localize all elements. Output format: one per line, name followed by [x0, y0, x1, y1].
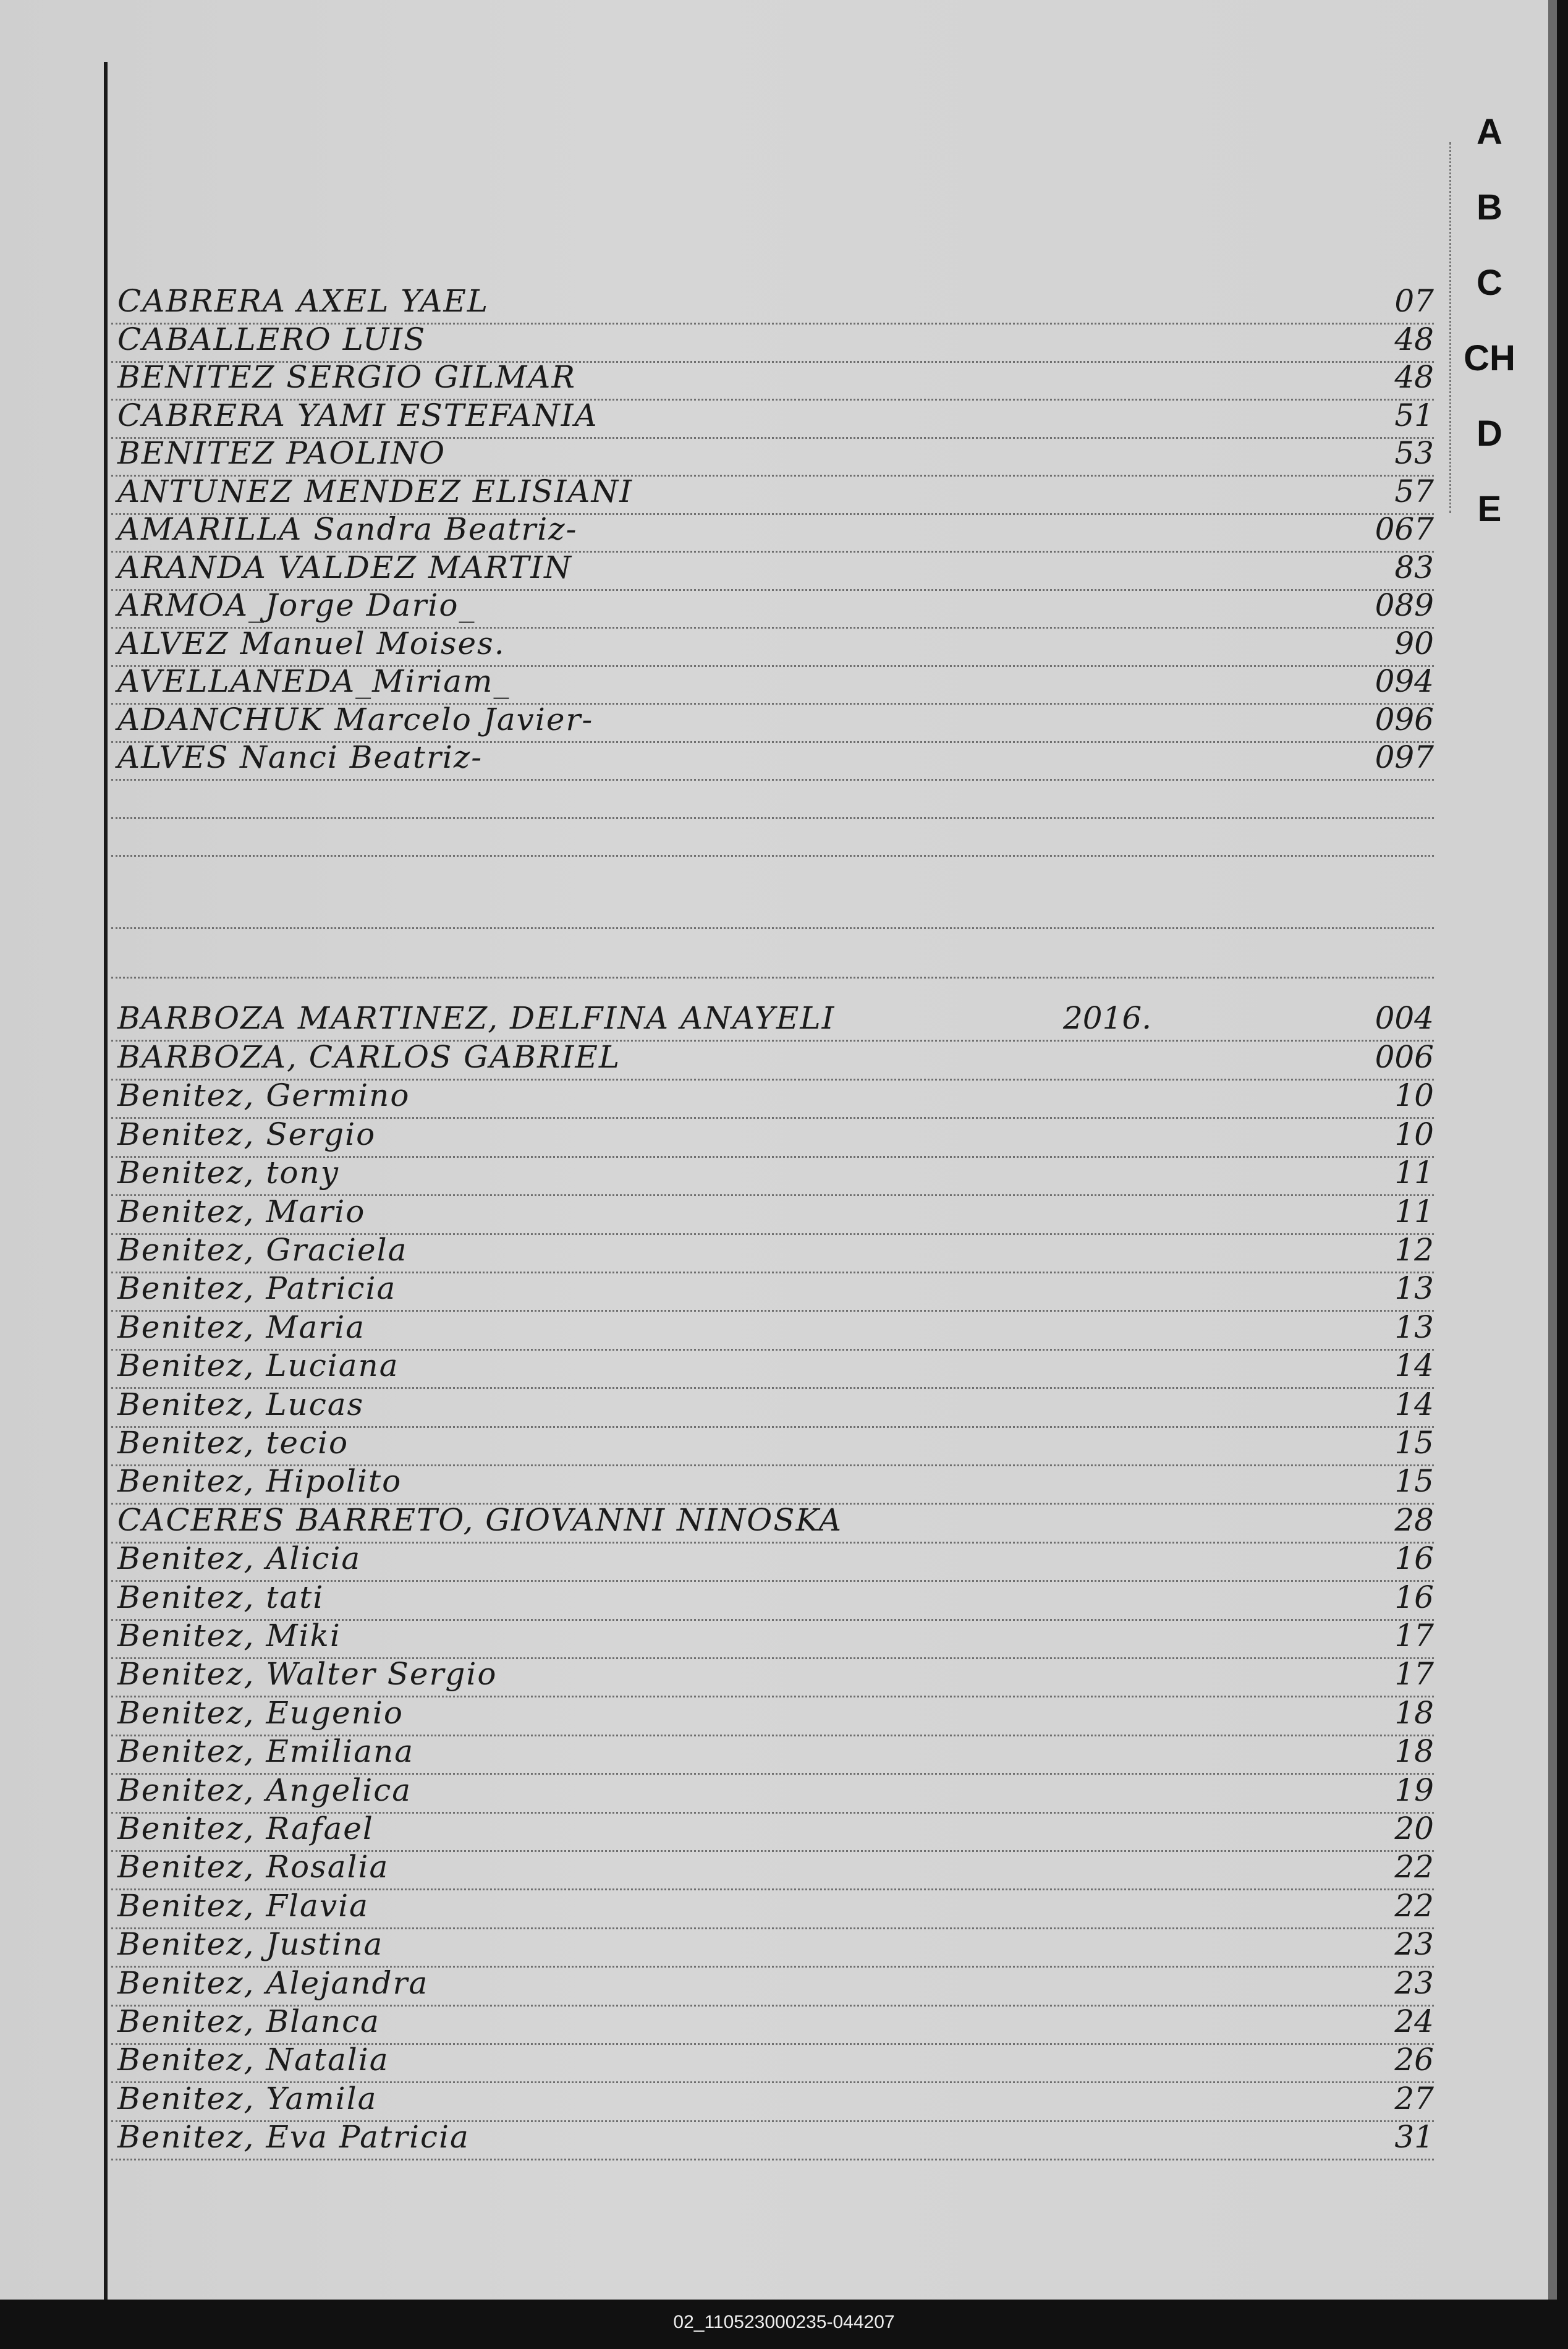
entry-name: Benitez, tati [117, 1579, 324, 1615]
entry-number: 15 [1394, 1463, 1434, 1500]
entry-number: 31 [1394, 2119, 1434, 2156]
entry-number: 23 [1394, 1965, 1434, 2001]
entry-name: Benitez, tony [117, 1155, 339, 1191]
ledger-entry [111, 588, 1446, 627]
ledger-entry [111, 2120, 1446, 2159]
entry-name: Benitez, Eva Patricia [117, 2119, 470, 2156]
entry-name: Benitez, Eugenio [117, 1694, 404, 1731]
ledger-entry [111, 360, 1446, 399]
ledger-entry [111, 627, 1446, 665]
entry-name: Benitez, Lucas [117, 1386, 365, 1422]
entry-number: 10 [1394, 1077, 1434, 1114]
entry-number: 22 [1394, 1887, 1434, 1924]
ledger-entry [111, 1696, 1446, 1735]
entry-name: CABRERA YAMI ESTEFANIA [117, 397, 598, 433]
ledger-entry [111, 1503, 1446, 1542]
entry-name: Benitez, Hipolito [117, 1463, 402, 1500]
entry-name: Benitez, Rafael [117, 1811, 374, 1846]
ledger-entry [111, 1272, 1446, 1310]
ledger-entry [111, 1388, 1446, 1426]
entry-name: CABALLERO LUIS [117, 321, 426, 357]
ledger-entry [111, 512, 1446, 551]
ledger-entry [111, 1657, 1446, 1696]
entry-number: 23 [1394, 1926, 1434, 1963]
ruled-line [111, 977, 1434, 979]
ledger-entry [111, 1850, 1446, 1888]
entry-name: CABRERA AXEL YAEL [117, 283, 489, 319]
entry-name: BENITEZ PAOLINO [117, 435, 446, 471]
entry-number: 094 [1375, 663, 1434, 699]
entry-name: Benitez, Angelica [117, 1772, 412, 1808]
ledger-entry [111, 551, 1446, 589]
entry-name: Benitez, Luciana [117, 1348, 399, 1384]
entry-number: 006 [1375, 1039, 1434, 1075]
ledger-entry [111, 1812, 1446, 1850]
entry-name: Benitez, Yamila [117, 2080, 378, 2117]
ledger-entry [111, 2082, 1446, 2120]
ledger-entry [111, 1310, 1446, 1349]
ledger-entry [111, 1349, 1446, 1387]
entry-name: Benitez, Miki [117, 1618, 341, 1654]
entry-number: 19 [1394, 1772, 1434, 1808]
ledger-entry [111, 399, 1446, 437]
entry-number: 17 [1394, 1618, 1434, 1654]
entry-number: 57 [1394, 473, 1434, 509]
ledger-entry [111, 1927, 1446, 1966]
ledger-entry [111, 1619, 1446, 1657]
entry-name: Benitez, Natalia [117, 2042, 389, 2078]
entry-number: 13 [1394, 1309, 1434, 1345]
entry-number: 48 [1394, 359, 1434, 395]
index-tab-ch[interactable]: CH [1464, 338, 1515, 378]
entry-name: ADANCHUK Marcelo Javier- [117, 701, 594, 737]
index-tab-c[interactable]: C [1477, 263, 1502, 303]
entry-number: 28 [1394, 1502, 1434, 1538]
ledger-entry [111, 323, 1446, 361]
entry-number: 90 [1394, 625, 1434, 661]
entry-number: 13 [1394, 1270, 1434, 1307]
entry-name: ARMOA_Jorge Dario_ [117, 587, 476, 623]
entry-name: Benitez, Maria [117, 1309, 366, 1345]
entry-number: 096 [1375, 701, 1434, 737]
entry-name: Benitez, Blanca [117, 2003, 380, 2039]
ledger-entry [111, 1195, 1446, 1233]
ledger-entry [111, 1889, 1446, 1927]
ledger-entry [111, 1464, 1446, 1503]
ledger-entry [111, 436, 1446, 475]
entry-name: Benitez, Rosalia [117, 1849, 389, 1885]
entry-name: Benitez, Sergio [117, 1116, 376, 1152]
entry-number: 11 [1394, 1155, 1434, 1191]
entry-number: 26 [1394, 2042, 1434, 2078]
ledger-entry [111, 741, 1446, 779]
ledger-entry [111, 1773, 1446, 1812]
entry-name: Benitez, Emiliana [117, 1733, 415, 1770]
ruled-line [111, 2159, 1434, 2160]
ruled-line [111, 855, 1434, 857]
entry-number: 18 [1394, 1733, 1434, 1770]
entry-name: AVELLANEDA_Miriam_ [117, 663, 511, 699]
entry-name: BENITEZ SERGIO GILMAR [117, 359, 577, 395]
entry-number: 17 [1394, 1656, 1434, 1693]
index-tab-a[interactable]: A [1477, 112, 1502, 152]
entry-name: Benitez, Mario [117, 1193, 366, 1230]
entry-name: BARBOZA, CARLOS GABRIEL [117, 1039, 621, 1075]
entry-name: ANTUNEZ MENDEZ ELISIANI [117, 473, 633, 509]
section-b-header-entry [111, 1001, 1446, 1040]
ruled-line [111, 779, 1434, 781]
ledger-entry [111, 1735, 1446, 1773]
entry-name: CACERES BARRETO, GIOVANNI NINOSKA [117, 1502, 842, 1538]
entry-number: 22 [1394, 1849, 1434, 1885]
entry-number: 16 [1394, 1579, 1434, 1615]
entry-number: 12 [1394, 1232, 1434, 1268]
index-tab-b[interactable]: B [1477, 187, 1502, 227]
entry-name: Benitez, Flavia [117, 1887, 369, 1924]
entry-number: 097 [1375, 739, 1434, 775]
entry-number: 48 [1394, 321, 1434, 357]
ledger-entry [111, 665, 1446, 703]
entry-number: 16 [1394, 1540, 1434, 1577]
margin-rule [104, 62, 108, 2300]
entry-name: ALVES Nanci Beatriz- [117, 739, 483, 775]
entry-number: 10 [1394, 1116, 1434, 1152]
entry-name: BARBOZA MARTINEZ, DELFINA ANAYELI [117, 1000, 836, 1036]
ledger-entry [111, 284, 1446, 323]
entry-name: Benitez, Patricia [117, 1270, 397, 1307]
ledger-entry [111, 1426, 1446, 1464]
ledger-entry [111, 475, 1446, 513]
entry-name: Benitez, Graciela [117, 1232, 408, 1268]
ledger-entry [111, 1079, 1446, 1117]
entry-number: 14 [1394, 1348, 1434, 1384]
entry-name: ARANDA VALDEZ MARTIN [117, 549, 572, 585]
entry-number: 27 [1394, 2080, 1434, 2117]
entry-number: 24 [1394, 2003, 1434, 2039]
entry-number: 18 [1394, 1694, 1434, 1731]
scan-footer-code: 02_110523000235-044207 [673, 2312, 895, 2332]
ledger-entry [111, 1040, 1446, 1079]
entry-number: 004 [1375, 1000, 1434, 1036]
ruled-line [111, 927, 1434, 929]
entry-name: Benitez, Alejandra [117, 1965, 429, 2001]
entry-name: ALVEZ Manuel Moises. [117, 625, 506, 661]
entry-name: AMARILLA Sandra Beatriz- [117, 511, 578, 547]
entry-year: 2016. [1063, 1000, 1152, 1036]
index-tab-d[interactable]: D [1477, 414, 1502, 454]
ledger-entry [111, 703, 1446, 741]
entry-name: Benitez, Alicia [117, 1540, 362, 1577]
entry-name: Benitez, tecio [117, 1425, 349, 1461]
entry-number: 07 [1394, 283, 1434, 319]
ledger-entry [111, 1581, 1446, 1619]
ledger-entry [111, 2043, 1446, 2081]
entry-number: 51 [1394, 397, 1434, 433]
ledger-entry [111, 1966, 1446, 2005]
index-tab-e[interactable]: E [1477, 489, 1502, 529]
entry-name: Benitez, Walter Sergio [117, 1656, 498, 1693]
entry-number: 15 [1394, 1425, 1434, 1461]
ledger-entry [111, 1156, 1446, 1194]
entry-number: 11 [1394, 1193, 1434, 1230]
ledger-entry [111, 1118, 1446, 1156]
entry-number: 83 [1394, 549, 1434, 585]
ledger-entry [111, 1233, 1446, 1272]
entry-number: 20 [1394, 1811, 1434, 1846]
entry-number: 53 [1394, 435, 1434, 471]
entry-number: 089 [1375, 587, 1434, 623]
entry-name: Benitez, Germino [117, 1077, 410, 1114]
entry-number: 067 [1375, 511, 1434, 547]
ledger-entry [111, 2005, 1446, 2043]
ruled-line [111, 817, 1434, 819]
ledger-entry [111, 1542, 1446, 1580]
entry-name: Benitez, Justina [117, 1926, 384, 1963]
entry-number: 14 [1394, 1386, 1434, 1422]
